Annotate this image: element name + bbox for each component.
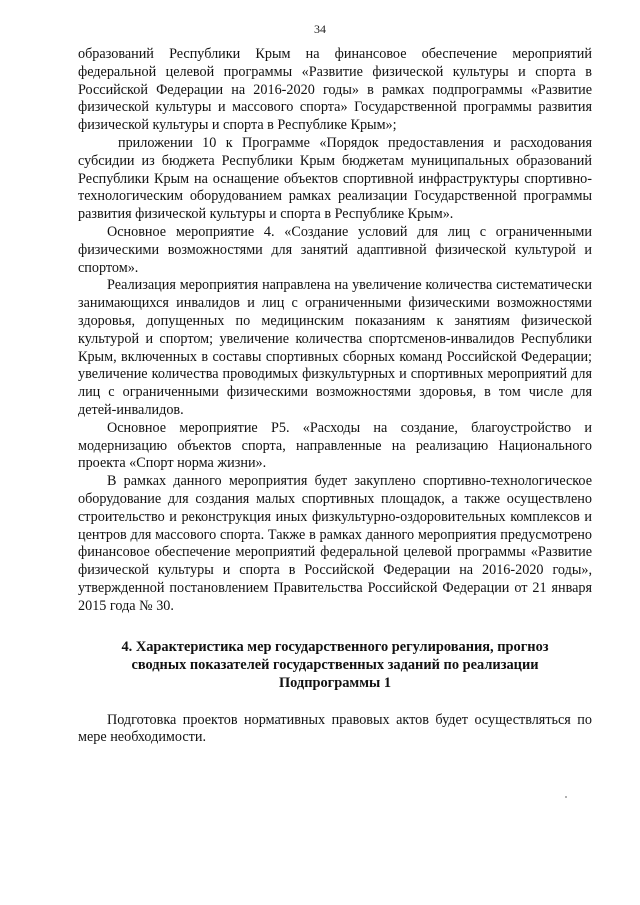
section-heading-line-1: 4. Характеристика мер государственного регулирования, прогноз bbox=[121, 638, 549, 655]
paragraph-1: образований Республики Крым на финансовое обеспечение мероприятий федеральной целевой программы «Развитие физической культуры и спорта в Российской Федерации на 2016-2020 годы» в рамках подпрограммы «Развитие физической культуры и массового спорта» Государственной программы развития физической культуры и спорта в Республике Крым»; bbox=[78, 46, 592, 134]
closing-paragraph: Подготовка проектов нормативных правовых актов будет осуществляться по мере необходимости. bbox=[78, 711, 592, 746]
section-heading-line-3: Подпрограммы 1 bbox=[278, 674, 392, 691]
paragraph-2: приложении 10 к Программе «Порядок предоставления и расходования субсидии из бюджета Республики Крым бюджетам муниципальных образований Республики Крым на оснащение объектов спортивной инфраструктуры спортивно-технологическим оборудованием рамках реализации Государственной программы развития физической культуры и спорта в Республике Крым». bbox=[78, 134, 592, 223]
page-number: 34 bbox=[314, 22, 326, 36]
page-body bbox=[78, 46, 592, 747]
section-heading bbox=[78, 638, 592, 692]
paragraph-4: Реализация мероприятия направлена на увеличение количества систематически занимающихся инвалидов и лиц с ограниченными физическими возможностями здоровья, допущенных по медицинским показаниям к занятиям физической культурой и спортом; увеличение количества спортсменов-инвалидов Республики Крым, включенных в составы спортивных сборных команд Российской Федерации; увеличение количества проводимых физкультурных и спортивных мероприятий для лиц с ограниченными физическими возможностями здоровья, в том числе для детей-инвалидов. bbox=[78, 277, 592, 418]
section-heading-line-2: сводных показателей государственных заданий по реализации bbox=[131, 656, 539, 673]
paragraph-5: Основное мероприятие Р5. «Расходы на создание, благоустройство и модернизацию объектов спорта, направленные на реализацию Национального проекта «Спорт норма жизни». bbox=[78, 419, 592, 472]
paragraph-6: В рамках данного мероприятия будет закуплено спортивно-технологическое оборудование для создания малых спортивных площадок, а также осуществлено строительство и реконструкция иных физкультурно-оздоровительных комплексов и центров для массового спорта. Также в рамках данного мероприятия предусмотрено финансовое обеспечение мероприятий федеральной целевой программы «Развитие физической культуры и спорта в Российской Федерации на 2016-2020 годы», утвержденной постановлением Правительства Российской Федерации от 21 января 2015 года № 30. bbox=[78, 473, 592, 614]
scan-speck bbox=[565, 796, 567, 798]
paragraph-3: Основное мероприятие 4. «Создание условий для лиц с ограниченными физическими возможностями для занятий адаптивной физической культурой и спортом». bbox=[78, 223, 592, 276]
